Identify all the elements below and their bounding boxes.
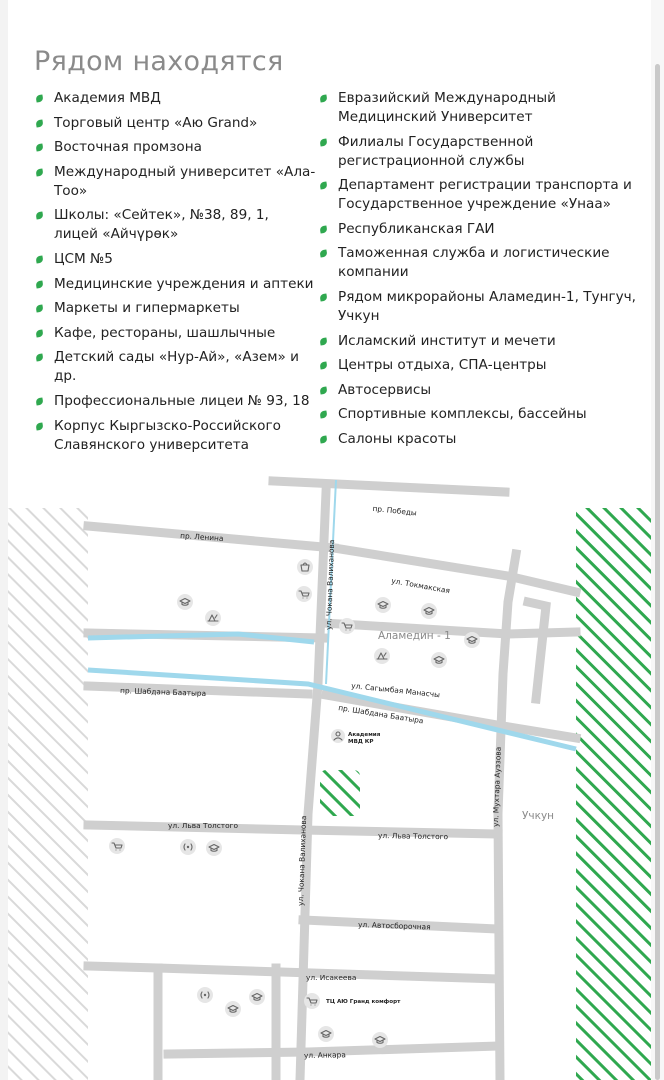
list-item: Корпус Кыргызско-Российского Славянского университета [34,417,316,455]
list-item: Автосервисы [318,381,640,400]
school-icon [375,597,391,613]
poi-label-academy-line1: Академия [348,732,381,738]
school-icon [431,652,447,668]
playground-icon [205,610,221,626]
school-icon [464,632,480,648]
school-icon [177,594,193,610]
list-item: Школы: «Сейтек», №38, 89, 1, лицей «Айчүрөк» [34,206,316,244]
list-item: Медицинские учреждения и аптеки [34,275,316,294]
street-label-shabdana-west: пр. Шабдана Баатыра [119,686,207,699]
street-label-chokana-north: ул. Чокана Валиханова [324,539,337,631]
road-east-loop [528,602,546,699]
nearby-list-left [34,89,316,460]
street-label-tokmakskaya: ул. Токмакская [390,576,451,596]
scrollbar-thumb[interactable] [655,64,660,1080]
area-label-uchkun: Учкун [522,810,555,822]
project-site-marker [320,770,360,816]
list-item: Евразийский Международный Медицинский Университет [318,89,640,127]
list-item: Торговый центр «Аю Grand» [34,114,316,133]
radio-signal-icon [180,839,196,855]
list-item: Центры отдыха, СПА-центры [318,356,640,375]
cart-icon [296,586,312,602]
list-item: Филиалы Государственной регистрационной службы [318,133,640,171]
school-icon [206,840,222,856]
school-icon [225,1001,241,1017]
radio-signal-icon [197,987,213,1003]
street-label-pobedy [372,501,418,521]
cart-icon [109,838,125,854]
poi-label-mall: ТЦ АЮ Гранд комфорт [326,999,401,1005]
street-label-shabdana-east: пр. Шабдана Баатыра [337,703,425,726]
nearby-list-right [318,89,640,455]
school-icon [249,989,265,1005]
road-isakeeva [88,966,498,979]
list-item: Республиканская ГАИ [318,220,640,239]
street-label-isakeeva: ул. Исакеева [306,973,357,982]
list-item: Академия МВД [34,89,316,108]
list-item: Салоны красоты [318,430,640,449]
area-label-alamedin: Аламедин - 1 [378,630,451,642]
road-tokmakskaya-segment [334,548,576,592]
street-label-auezova: ул. Мухтара Ауэзова [491,746,503,828]
list-item: Спортивные комплексы, бассейны [318,405,640,424]
playground-icon [374,648,390,664]
street-label-lenina: пр. Ленина [179,531,224,544]
street-label-sagymbaya: ул. Сагымбая Манасчы [350,681,441,700]
shop-icon [297,559,313,575]
list-item: Профессиональные лицеи № 93, 18 [34,392,316,411]
police-academy-icon [331,729,345,743]
neighborhood-map [8,474,651,1080]
list-item: Департамент регистрации транспорта и Государственное учреждение «Унаа» [318,176,640,214]
hatched-area-east [576,508,651,1080]
road-pobedy [273,481,505,492]
poi-label-academy-line2: МВД КР [348,739,374,745]
svg-text:пр. Победы: пр. Победы [372,503,418,518]
mall-cart-icon [304,993,320,1009]
list-item: Исламский институт и мечети [318,332,640,351]
school-icon [318,1026,334,1042]
list-item: Рядом микрорайоны Аламедин-1, Тунгуч, Учкун [318,288,640,326]
section-title: Рядом находятся [34,46,284,78]
list-item: Маркеты и гипермаркеты [34,299,316,318]
list-item: Международный университет «Ала-Тоо» [34,163,316,201]
list-item: Восточная промзона [34,138,316,157]
list-item: Детский сады «Нур-Ай», «Азем» и др. [34,348,316,386]
cart-icon [339,618,355,634]
list-item: Кафе, рестораны, шашлычные [34,324,316,343]
street-label-tolstogo-east: ул. Льва Толстого [377,831,449,842]
school-icon [372,1032,388,1048]
school-icon [421,603,437,619]
street-label-avtosborochnaya: ул. Автосборочная [357,920,431,932]
street-label-ankara: ул. Анкара [303,1050,346,1060]
street-label-tolstogo-west: ул. Льва Толстого [168,821,238,830]
hatched-area-west [8,508,88,1080]
list-item: ЦСМ №5 [34,250,316,269]
street-label-chokana-south: ул. Чокана Валиханова [296,815,309,907]
map-svg [8,474,651,1080]
list-item: Таможенная служба и логистические компании [318,244,640,282]
